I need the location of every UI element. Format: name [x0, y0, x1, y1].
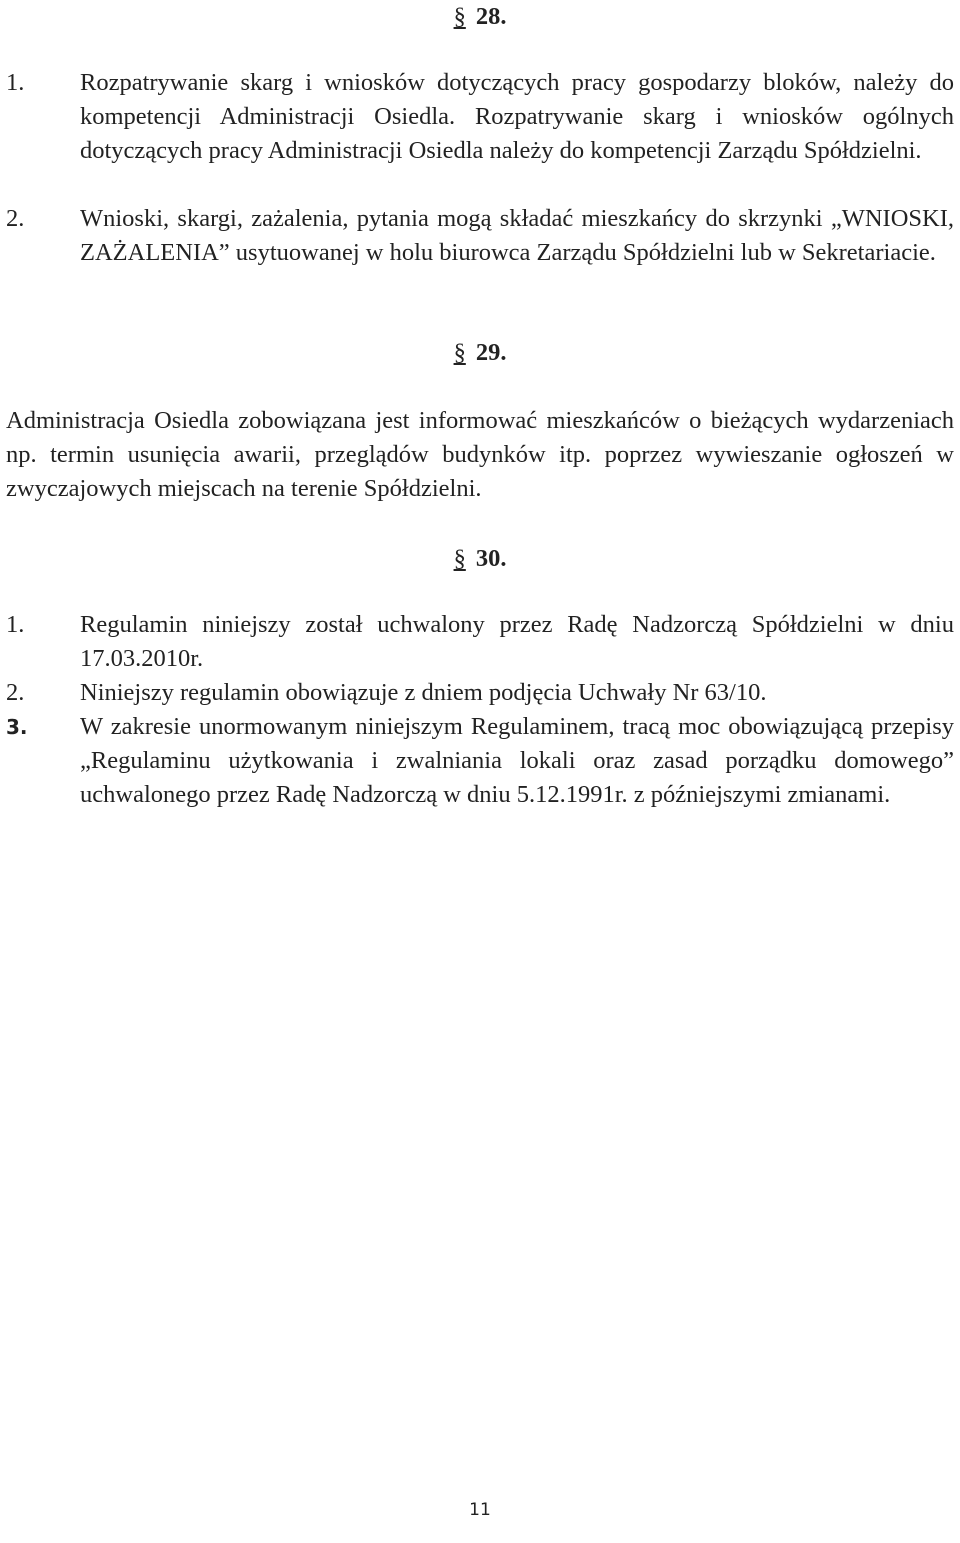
paragraph: Administracja Osiedla zobowiązana jest informować mieszkańców o bieżących wydarzeniach np. termin usunięcia awarii, przeglądów budynków itp. poprzez wywieszanie ogłoszeń w zwyczajowych miejscach na terenie Spółdzielni.	[6, 407, 954, 502]
list-item	[6, 608, 954, 676]
item-text: Niniejszy regulamin obowiązuje z dniem podjęcia Uchwały Nr 63/10.	[80, 679, 767, 706]
section-symbol: §	[453, 545, 466, 572]
item-number: 2.	[6, 679, 25, 706]
item-text: W zakresie unormowanym niniejszym Regulaminem, tracą moc obowiązującą przepisy „Regulaminu użytkowania i zwalniania lokali oraz zasad porządku domowego” uchwalonego przez Radę Nadzorczą w dniu 5.12.1991r. z późniejszymi zmianami.	[80, 713, 954, 808]
list-item	[6, 202, 954, 270]
section-symbol: §	[453, 3, 466, 30]
list-item	[6, 710, 954, 812]
item-number: 1.	[6, 69, 25, 96]
section-29-heading	[0, 338, 960, 368]
list-item	[6, 676, 954, 710]
section-number: 28.	[475, 3, 507, 30]
section-symbol: §	[453, 339, 466, 366]
item-number: 2.	[6, 205, 25, 232]
section-28-heading	[0, 2, 960, 32]
item-number: 1.	[6, 611, 25, 638]
list-item	[6, 66, 954, 168]
section-number: 30.	[475, 545, 507, 572]
item-text: Regulamin niniejszy został uchwalony przez Radę Nadzorczą Spółdzielni w dniu 17.03.2010r.	[80, 611, 954, 672]
item-text: Wnioski, skargi, zażalenia, pytania mogą składać mieszkańcy do skrzynki „WNIOSKI, ZAŻALENIA” usytuowanej w holu biurowca Zarządu Spółdzielni lub w Sekretariacie.	[80, 205, 954, 266]
item-number: 3.	[6, 715, 28, 739]
section-30-heading	[0, 544, 960, 574]
section-number: 29.	[475, 339, 507, 366]
page-number: 11	[469, 1500, 491, 1520]
item-text: Rozpatrywanie skarg i wniosków dotyczących pracy gospodarzy bloków, należy do kompetencji Administracji Osiedla. Rozpatrywanie skarg i wniosków ogólnych dotyczących pracy Administracji Osiedla należy do kompetencji Zarządu Spółdzielni.	[80, 69, 954, 164]
